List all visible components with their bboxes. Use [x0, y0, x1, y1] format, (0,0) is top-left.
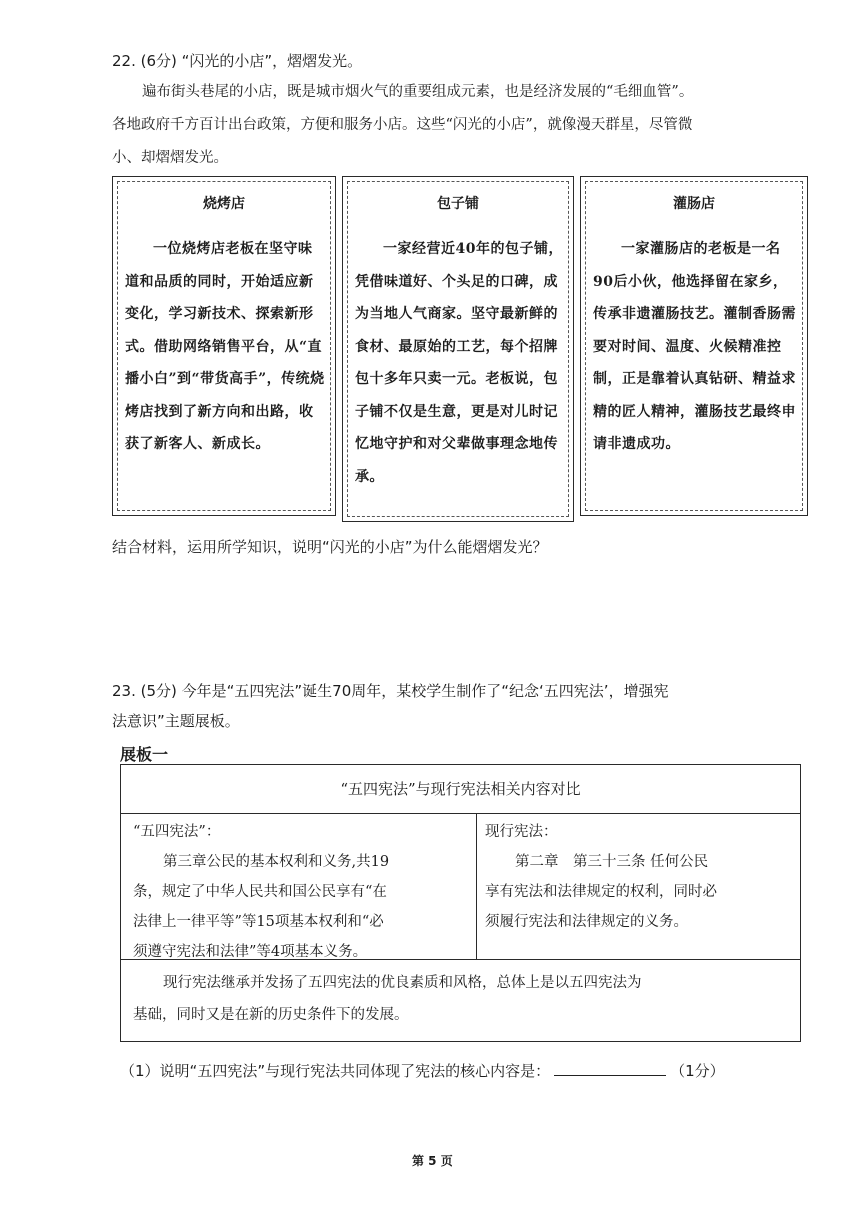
- right-heading: 现行宪法：: [485, 824, 558, 840]
- q23-sub1: [120, 1060, 725, 1082]
- page-number: 第 5 页: [412, 1154, 453, 1168]
- q22-intro-line-1: 遍布街头巷尾的小店，既是城市烟火气的重要组成元素，也是经济发展的“毛细血管”。: [142, 84, 694, 100]
- q22-intro-line-3: 小、却熠熠发光。: [112, 150, 228, 166]
- left-line-4: 须遵守宪法和法律”等4项基本义务。: [133, 944, 368, 960]
- q23-header-line-2: 法意识”主题展板。: [112, 712, 240, 730]
- q22-question: 结合材料，运用所学知识，说明“闪光的小店”为什么能熠熠发光？: [112, 538, 548, 556]
- card-title: 灌肠店: [673, 196, 715, 212]
- footer-line-2: 基础，同时又是在新的历史条件下的发展。: [133, 1007, 409, 1023]
- table-title: “五四宪法”与现行宪法相关内容对比: [121, 765, 800, 814]
- left-heading: “五四宪法”：: [133, 824, 221, 840]
- panel-label: 展板一: [120, 745, 169, 764]
- card-text: 一位烧烤店老板在坚守味道和品质的同时，开始适应新变化，学习新技术、探索新形式。借助网络销售平台，从“直播小白”到“带货高手”，传统烧烤店找到了新方向和出路，收获了新客人、新成长。: [125, 241, 325, 452]
- right-line-1: 第二章 第三十三条 任何公民: [515, 854, 709, 870]
- right-line-2: 享有宪法和法律规定的权利，同时必: [485, 884, 717, 900]
- q23-header-line-1: 23. (5分) 今年是“五四宪法”诞生70周年，某校学生制作了“纪念‘五四宪法’，增强宪: [112, 682, 669, 700]
- q22-header: 22. (6分) “闪光的小店”，熠熠发光。: [112, 52, 363, 70]
- card-sausage-shop: [580, 176, 808, 516]
- left-line-3: 法律上一律平等”等15项基本权利和“必: [133, 914, 384, 930]
- card-title: 烧烤店: [203, 196, 245, 212]
- q22-intro-line-2: 各地政府千方百计出台政策，方便和服务小店。这些“闪光的小店”，就像漫天群星，尽管微: [112, 117, 693, 133]
- table-left-cell: [133, 817, 473, 967]
- table-right-cell: [485, 817, 795, 937]
- right-line-3: 须履行宪法和法律规定的义务。: [485, 914, 688, 930]
- q22-intro: [112, 76, 812, 175]
- card-bbq-shop: [112, 176, 336, 516]
- q23-sub1-score: （1分）: [670, 1062, 725, 1080]
- card-text: 一家经营近40年的包子铺，凭借味道好、个头足的口碑，成为当地人气商家。坚守最新鲜的食材、最原始的工艺，每个招牌包十多年只卖一元。老板说，包子铺不仅是生意，更是对儿时记忆地守护和对父辈做事理念地传承。: [355, 241, 563, 485]
- left-line-2: 条，规定了中华人民共和国公民享有“在: [133, 884, 387, 900]
- table-footer-text: [133, 967, 793, 1031]
- left-line-1: 第三章公民的基本权利和义务,共19: [163, 854, 390, 870]
- card-text: 一家灌肠店的老板是一名90后小伙，他选择留在家乡，传承非遗灌肠技艺。灌制香肠需要对时间、温度、火候精准控制，正是靠着认真钻研、精益求精的匠人精神，灌肠技艺最终申请非遗成功。: [593, 241, 796, 452]
- table-column-divider: [476, 813, 477, 959]
- table-row-divider: [121, 959, 800, 960]
- card-bun-shop: [342, 176, 574, 522]
- q23-sub1-prompt: （1）说明“五四宪法”与现行宪法共同体现了宪法的核心内容是：: [120, 1062, 551, 1080]
- card-title: 包子铺: [437, 196, 479, 212]
- answer-blank[interactable]: [554, 1061, 666, 1076]
- comparison-table: [120, 764, 801, 1042]
- footer-line-1: 现行宪法继承并发扬了五四宪法的优良素质和风格，总体上是以五四宪法为: [163, 975, 642, 991]
